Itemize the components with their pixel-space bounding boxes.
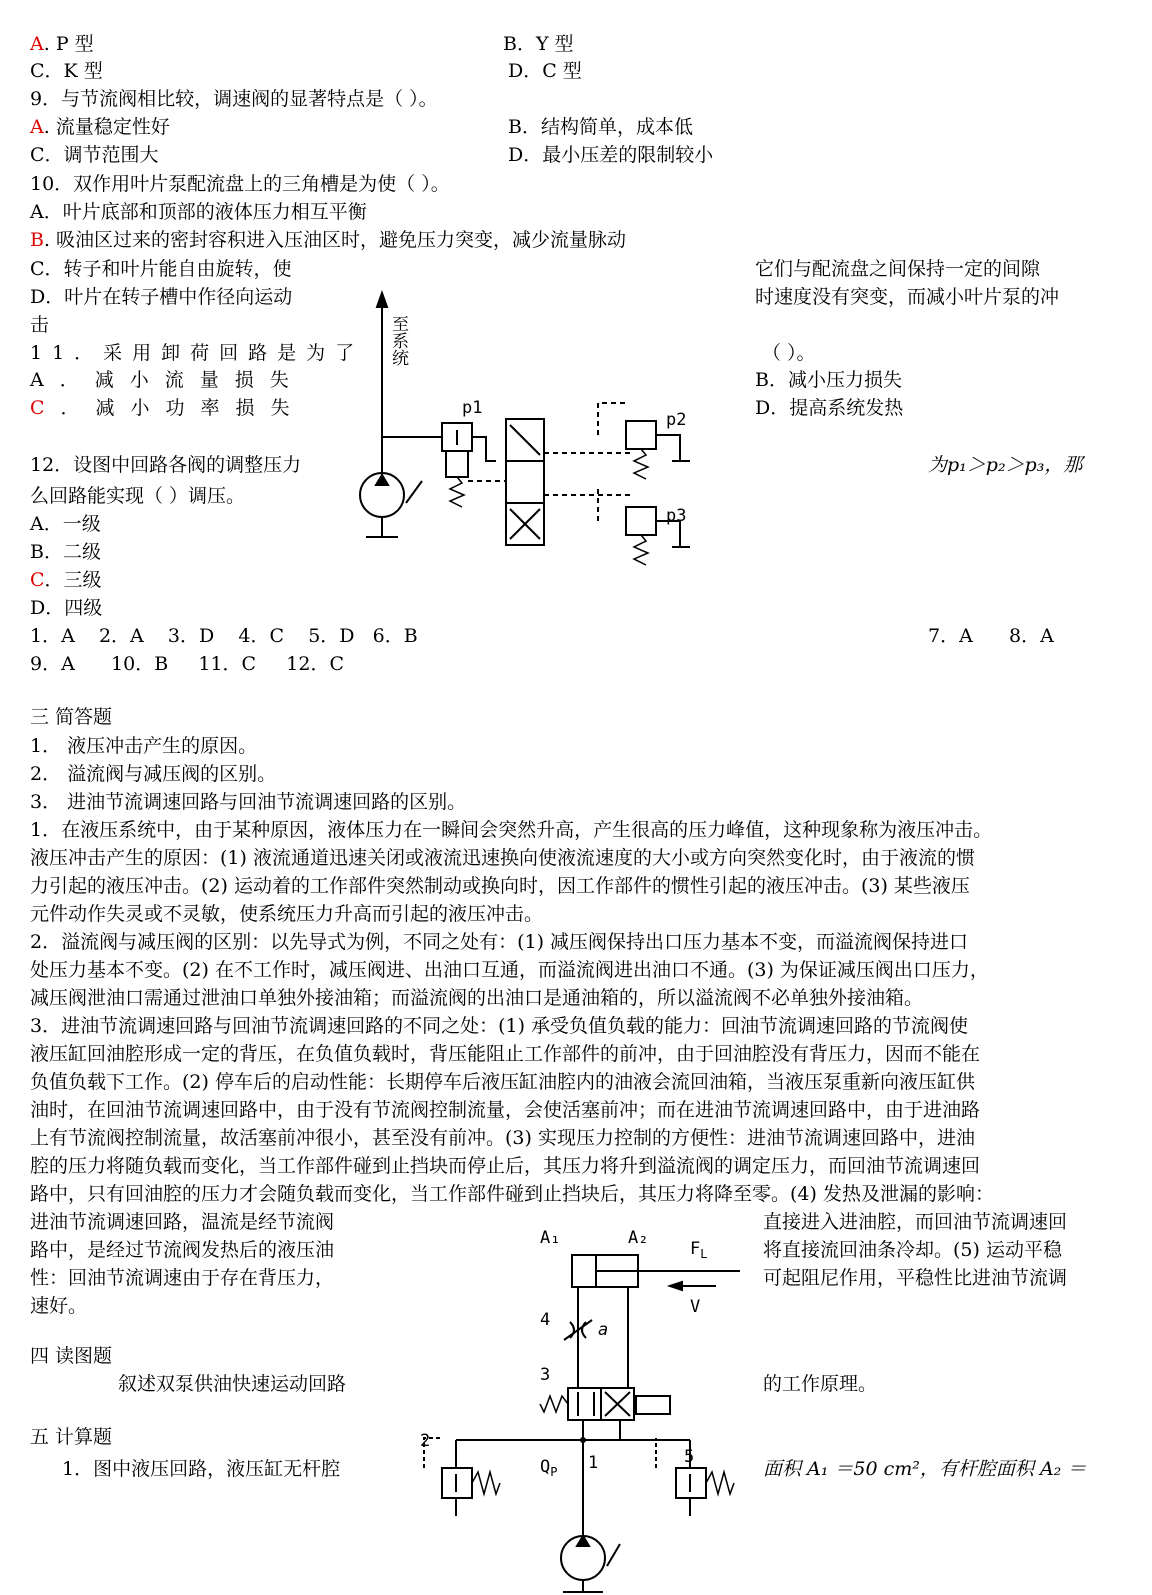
section3-ans3-line: 路中，只有回油腔的压力才会随负载而变化，当工作部件碰到止挡块后，其压力将降至零。(4) 发热及泄漏的影响：	[30, 1183, 994, 1205]
section3-ans3-left: 路中，是经过节流阀发热后的液压油	[30, 1239, 335, 1261]
q9-option-b: B．结构简单，成本低	[508, 116, 693, 138]
q10-option-b-letter: B	[30, 229, 44, 251]
junction-dot	[580, 1437, 586, 1443]
n5-label: 5	[684, 1447, 695, 1467]
section3-ans3-line: 负值负载下工作。(2) 停车后的启动性能：长期停车后液压缸油腔内的油液会流回油箱，当液压泵重新向液压缸供	[30, 1071, 975, 1093]
section3-ans3-right: 可起阻尼作用，平稳性比进油节流调	[763, 1267, 1068, 1289]
section3-ans3-line: 上有节流阀控制流量，故活塞前冲很小，甚至没有前冲。(3) 实现压力控制的方便性：进油节流调速回路中，进油	[30, 1127, 975, 1149]
section3-q2: 2． 溢流阀与减压阀的区别。	[30, 763, 277, 785]
section3-ans1-line: 力引起的液压冲击。(2) 运动着的工作部件突然制动或换向时，因工作部件的惯性引起的液压冲击。(3) 某些液压	[30, 875, 970, 897]
q8-option-a	[30, 31, 94, 57]
section3-title: 三 简答题	[30, 706, 113, 728]
answer-key-line1: 1．A 2．A 3．D 4．C 5．D 6．B	[30, 625, 418, 647]
section5-q1: 1．图中液压回路，液压缸无杆腔	[62, 1458, 341, 1480]
q8-option-b: B．Y 型	[503, 33, 574, 55]
q11-stem-continued: （ ）。	[762, 342, 816, 364]
throttle-circuit-diagram	[400, 1210, 750, 1595]
section3-ans3-line: 油时，在回油节流调速回路中，由于没有节流阀控制流量，会使活塞前冲；而在进油节流调速回路中，由于进油路	[30, 1099, 981, 1121]
q12-option-c-text: ．三级	[44, 569, 102, 591]
q10-option-d-continued: 时速度没有突变，而减小叶片泵的冲	[755, 286, 1060, 308]
a2-label: A₂	[628, 1228, 649, 1248]
section4-question-continued: 的工作原理。	[763, 1373, 878, 1395]
q9-option-a-text: . 流量稳定性好	[43, 116, 170, 138]
section4-title: 四 读图题	[30, 1345, 113, 1367]
section3-ans3-line: 3．进油节流调速回路与回油节流调速回路的不同之处：(1) 承受负值负载的能力：回油节流调速回路的节流阀使	[30, 1015, 969, 1037]
q10-option-b-text: . 吸油区过来的密封容积进入压油区时，避免压力突变，减少流量脉动	[43, 229, 627, 251]
section3-ans1-line: 1．在液压系统中，由于某种原因，液体压力在一瞬间会突然升高，产生很高的压力峰值，这种现象称为液压冲击。	[30, 819, 993, 841]
n4-label: 4	[540, 1310, 551, 1330]
q10-stem: 10．双作用叶片泵配流盘上的三角槽是为使（ ）。	[30, 173, 450, 195]
answer-key-line1-right: 7．A 8．A	[928, 625, 1054, 647]
p3-label: p3	[666, 506, 687, 526]
a1-label: A₁	[540, 1228, 561, 1248]
q12-option-c-letter: C	[30, 569, 45, 591]
q12-option-b: B．二级	[30, 541, 101, 563]
q11-stem: 11．采用卸荷回路是为了	[30, 342, 365, 364]
q9-option-c: C．调节范围大	[30, 144, 159, 166]
q11-option-c-letter: C	[30, 397, 61, 419]
section3-q3: 3． 进油节流调速回路与回油节流调速回路的区别。	[30, 791, 467, 813]
q10-option-c: C．转子和叶片能自由旋转，使	[30, 258, 292, 280]
q9-option-d: D．最小压差的限制较小	[508, 144, 714, 166]
section3-ans3-left: 性：回油节流调速由于存在背压力，	[30, 1267, 335, 1289]
q11-option-c-text: ．减小功率损失	[60, 397, 306, 419]
section3-ans1-line: 液压冲击产生的原因：(1) 液流通道迅速关闭或液流迅速换向使液流速度的大小或方向突然变化时，由于液流的惯	[30, 847, 975, 869]
a-label: a	[598, 1320, 609, 1340]
section3-ans3-left: 速好。	[30, 1295, 88, 1317]
q8-option-a-letter: A	[30, 33, 44, 55]
v-label: V	[690, 1297, 701, 1317]
pressure-circuit-diagram	[350, 285, 720, 585]
q11-option-c	[30, 395, 306, 421]
section3-q1: 1． 液压冲击产生的原因。	[30, 735, 258, 757]
q12-stem-wrap: 么回路能实现（ ）调压。	[30, 485, 246, 507]
q10-option-b	[30, 227, 626, 253]
section3-ans3-left: 进油节流调速回路，温流是经节流阀	[30, 1211, 335, 1233]
section3-ans2-line: 减压阀泄油口需通过泄油口单独外接油箱；而溢流阀的出油口是通油箱的，所以溢流阀不必单独外接油箱。	[30, 987, 924, 1009]
n2-label: 2	[420, 1431, 431, 1451]
to-system-label: 至系统	[388, 315, 408, 366]
section3-ans3-line: 腔的压力将随负载而变化，当工作部件碰到止挡块而停止后，其压力将升到溢流阀的调定压力，而回油节流调速回	[30, 1155, 981, 1177]
section3-ans3-right: 将直接流回油条冷却。(5) 运动平稳	[763, 1239, 1062, 1261]
q10-option-d-wrap: 击	[30, 314, 50, 336]
section3-ans3-line: 液压缸回油腔形成一定的背压，在负值负载时，背压能阻止工作部件的前冲，由于回油腔没有背压力，因而不能在	[30, 1043, 981, 1065]
section5-q1-continued: 面积 A₁ ＝50 cm²，有杆腔面积 A₂ ＝	[763, 1458, 1087, 1480]
q10-option-a: A．叶片底部和顶部的液体压力相互平衡	[30, 201, 367, 223]
section4-question: 叙述双泵供油快速运动回路	[118, 1373, 347, 1395]
q8-option-c: C．K 型	[30, 60, 103, 82]
q8-option-d: D．C 型	[508, 60, 582, 82]
q9-option-a	[30, 114, 170, 140]
qp-label: $Q_P$	[540, 1457, 558, 1479]
fl-label: $F_L$	[690, 1239, 708, 1261]
p1-label: p1	[462, 398, 483, 418]
q12-stem: 12．设图中回路各阀的调整压力	[30, 454, 302, 476]
q10-option-d: D．叶片在转子槽中作径向运动	[30, 286, 293, 308]
q9-option-a-letter: A	[30, 116, 44, 138]
q11-option-a: A．减小流量损失	[30, 369, 305, 391]
q11-option-d: D．提高系统发热	[755, 397, 904, 419]
q12-option-c	[30, 567, 102, 593]
section3-ans3-right: 直接进入进油腔，而回油节流调速回	[763, 1211, 1068, 1233]
section3-ans2-line: 处压力基本不变。(2) 在不工作时，减压阀进、出油口互通，而溢流阀进出油口不通。(3) 为保证减压阀出口压力，	[30, 959, 989, 981]
q12-stem-continued: 为p₁＞p₂＞p₃，那	[928, 454, 1083, 476]
q10-option-c-continued: 它们与配流盘之间保持一定的间隙	[755, 258, 1041, 280]
q12-option-d: D．四级	[30, 597, 103, 619]
section3-ans1-line: 元件动作失灵或不灵敏，使系统压力升高而引起的液压冲击。	[30, 903, 544, 925]
n3-label: 3	[540, 1365, 551, 1385]
section5-title: 五 计算题	[30, 1426, 113, 1448]
q11-option-b: B．减小压力损失	[755, 369, 902, 391]
p2-label: p2	[666, 410, 687, 430]
q9-stem: 9．与节流阀相比较，调速阀的显著特点是（ ）。	[30, 88, 438, 110]
q8-option-a-text: . P 型	[43, 33, 94, 55]
n1-label: 1	[588, 1453, 599, 1473]
answer-key-line2: 9．A 10．B 11．C 12．C	[30, 653, 345, 675]
section3-ans2-line: 2．溢流阀与减压阀的区别：以先导式为例，不同之处有：(1) 减压阀保持出口压力基本不变，而溢流阀保持进口	[30, 931, 969, 953]
q12-option-a: A．一级	[30, 513, 101, 535]
